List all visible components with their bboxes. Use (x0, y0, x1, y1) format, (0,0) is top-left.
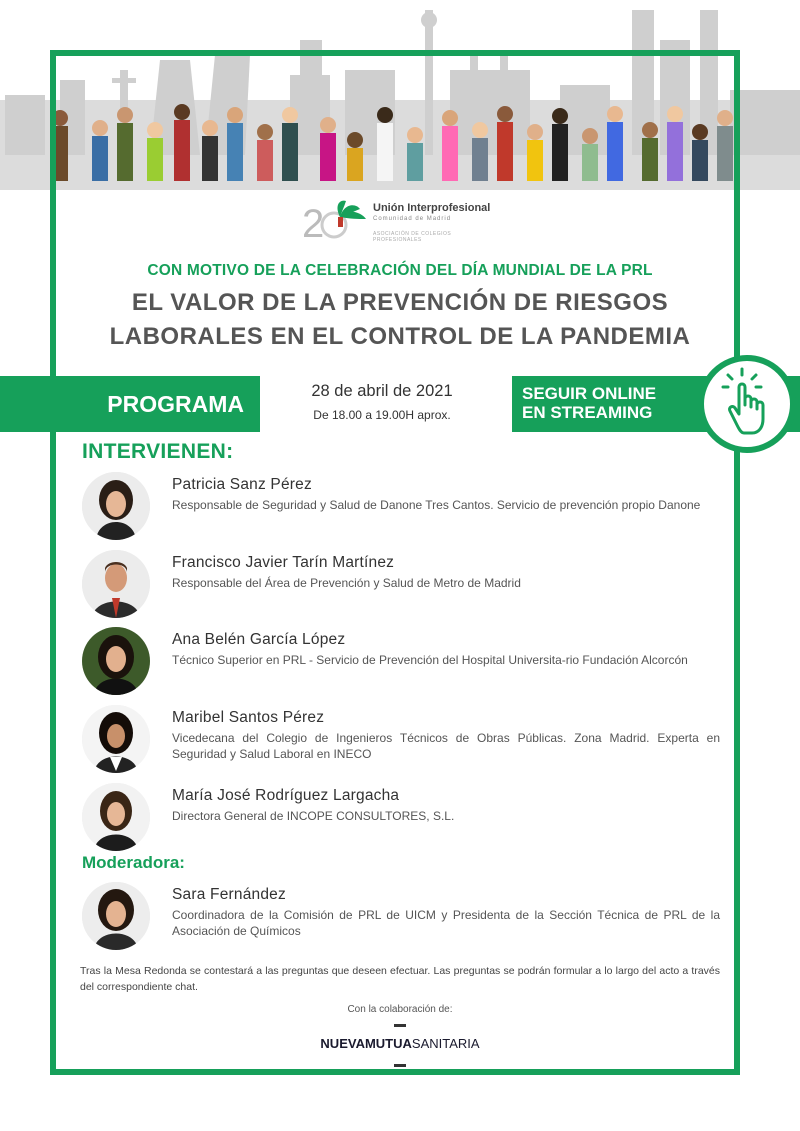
speaker-role: Directora General de INCOPE CONSULTORES, S.L. (172, 809, 455, 823)
sponsor-name-bold: NUEVAMUTUA (320, 1036, 412, 1051)
speaker-photo (82, 627, 150, 695)
event-date: 28 de abril de 2021 (311, 382, 453, 400)
svg-text:2: 2 (302, 202, 325, 245)
speaker-name: Maribel Santos Pérez (172, 709, 325, 726)
moderator-name: Sara Fernández (172, 886, 286, 903)
questions-note: Tras la Mesa Redonda se contestará a las preguntas que deseen efectuar. Las preguntas se podrán formular a lo largo del acto a través del correspondiente chat. (80, 965, 720, 993)
logo-mark-icon (300, 195, 370, 245)
speaker-name: Francisco Javier Tarín Martínez (172, 554, 395, 571)
stream-label-line-1: SEGUIR ONLINE (522, 384, 657, 403)
divider-dash (394, 1024, 406, 1027)
streaming-hand-button[interactable] (698, 355, 796, 453)
speaker-role: Vicedecana del Colegio de Ingenieros Técnicos de Obras Públicas. Zona Madrid. Experta en Seguridad y Salud Laboral en INECO (172, 731, 720, 761)
event-title-line-2: LABORALES EN EL CONTROL DE LA PANDEMIA (109, 323, 691, 350)
moderator-role: Coordinadora de la Comisión de PRL de UICM y Presidenta de la Sección Técnica de PRL de la Asociación de Químicos (172, 908, 720, 938)
skyline-crowd-illustration (0, 0, 800, 190)
logo-subtext: Comunidad de Madrid (373, 216, 452, 222)
divider-dash (394, 1064, 406, 1067)
event-subtitle: CON MOTIVO DE LA CELEBRACIÓN DEL DÍA MUNDIAL DE LA PRL (147, 262, 653, 279)
intervienen-heading: INTERVIENEN: (82, 440, 234, 463)
sponsor-name-regular: SANITARIA (411, 1036, 480, 1051)
speaker-photo (82, 472, 150, 540)
speaker-role: Responsable de Seguridad y Salud de Danone Tres Cantos. Servicio de prevención propio Danone (172, 498, 701, 512)
speaker-name: Ana Belén García López (172, 631, 346, 648)
speaker-photo (82, 550, 150, 618)
collaboration-label: Con la colaboración de: (347, 1004, 453, 1015)
stream-label-line-2: EN STREAMING (522, 403, 653, 422)
speaker-photo (82, 705, 150, 773)
logo-subtext-2: ASOCIACIÓN DE COLEGIOS PROFESIONALES (373, 231, 452, 243)
speaker-role: Responsable del Área de Prevención y Salud de Metro de Madrid (172, 576, 521, 590)
speaker-photo (82, 783, 150, 851)
speaker-role: Técnico Superior en PRL - Servicio de Prevención del Hospital Universita-rio Fundación Alcorcón (172, 653, 688, 667)
speaker-name: María José Rodríguez Largacha (172, 787, 400, 804)
pointer-hand-icon (704, 361, 790, 447)
moderator-photo (82, 882, 150, 950)
speaker-name: Patricia Sanz Pérez (172, 476, 312, 493)
programa-banner: PROGRAMA (0, 376, 260, 432)
logo-text: Unión Interprofesional (373, 202, 491, 214)
event-time: De 18.00 a 19.00H aprox. (313, 408, 451, 422)
sponsor-logo (0, 1036, 800, 1051)
event-title-line-1: EL VALOR DE LA PREVENCIÓN DE RIESGOS (131, 289, 669, 316)
union-interprofesional-logo (300, 195, 500, 245)
hero-banner (0, 0, 800, 190)
moderadora-heading: Moderadora: (82, 853, 185, 872)
